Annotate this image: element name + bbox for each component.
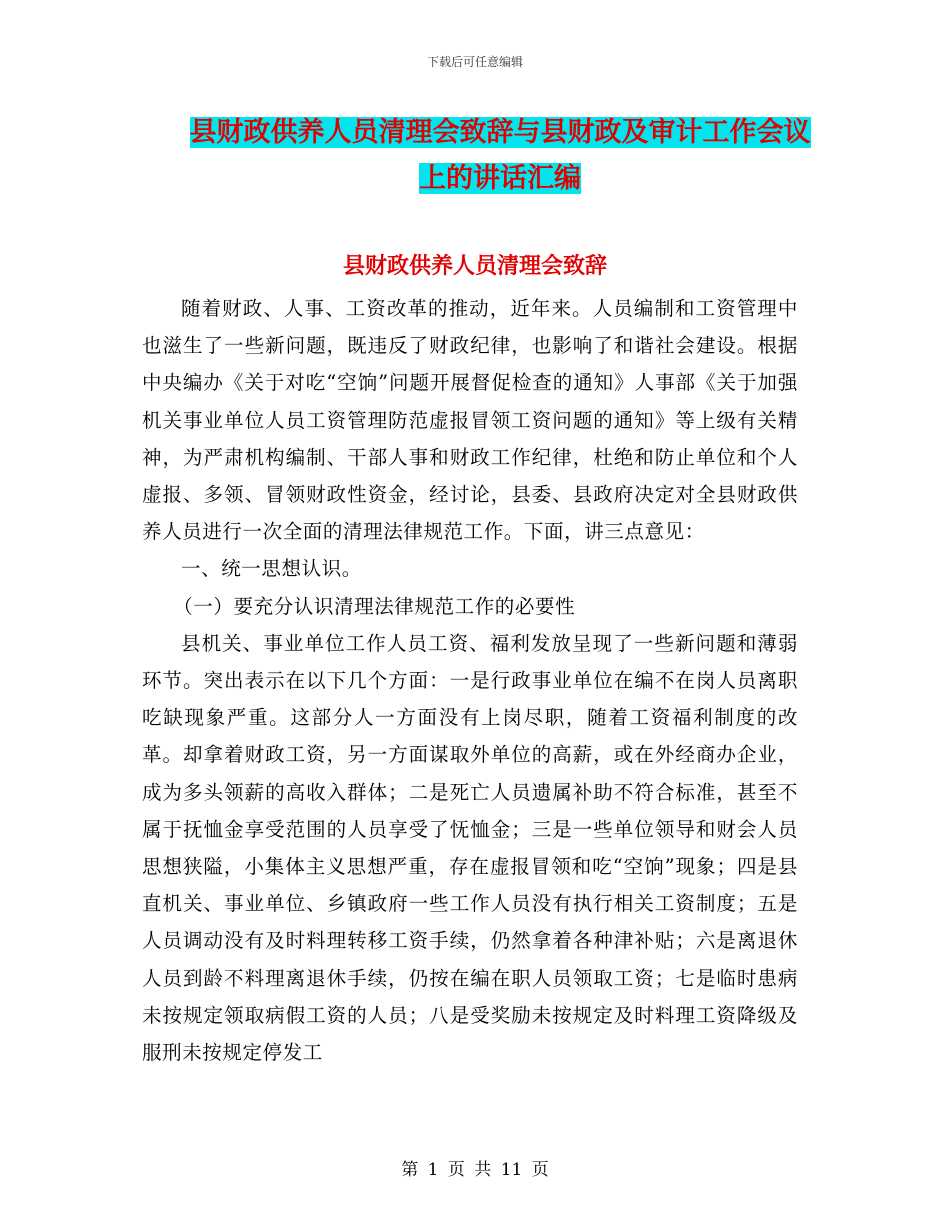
paragraph-subheading-1: （一）要充分认识清理法律规范工作的必要性 — [173, 594, 576, 618]
header-note: 下载后可任意编辑 — [426, 55, 523, 69]
document-body — [142, 290, 798, 1071]
document-title — [150, 110, 850, 202]
document-title-line2: 上的讲话汇编 — [419, 163, 581, 194]
paragraph-body-1: 县机关、事业单位工作人员工资、福利发放呈现了一些新问题和薄弱环节。突出表示在以下几个方面：一是行政事业单位在编不在岗人员离职吃缺现象严重。这部分人一方面没有上岗尽职，随着工资福利制度的改革。却拿着财政工资，另一方面谋取外单位的高薪，或在外经商办企业，成为多头领薪的高收入群体；二是死亡人员遗属补助不符合标准，甚至不属于抚恤金享受范围的人员享受了怃恤金；三是一些单位领导和财会人员思想狭隘，小集体主义思想严重，存在虚报冒领和吃“空饷”现象；四是县直机关、事业单位、乡镇政府一些工作人员没有执行相关工资制度；五是人员调动没有及时料理转移工资手续，仍然拿着各种津补贴；六是离退休人员到龄不料理离退休手续，仍按在编在职人员领取工资；七是临时患病未按规定领取病假工资的人员；八是受奖励未按规定及时料理工资降级及服刑未按规定停发工 — [142, 631, 798, 1065]
paragraph-intro: 随着财政、人事、工资改革的推动，近年来。人员编制和工资管理中也滋生了一些新问题，既违反了财政纪律，也影响了和谐社会建设。根据中央编办《关于对吃“空饷”问题开展督促检查的通知》人事部《关于加强机关事业单位人员工资管理防范虚报冒领工资问题的通知》等上级有关精神，为严肃机构编制、干部人事和财政工作纪律，杜绝和防止单位和个人虚报、多领、冒领财政性资金，经讨论，县委、县政府决定对全县财政供养人员进行一次全面的清理法律规范工作。下面，讲三点意见： — [142, 297, 798, 544]
page-footer: 第 1 页 共 11 页 — [401, 1160, 549, 1180]
document-title-line1: 县财政供养人员清理会致辞与县财政及审计工作会议 — [189, 117, 811, 148]
paragraph-heading-1: 一、统一思想认识。 — [181, 557, 362, 581]
section-title: 县财政供养人员清理会致辞 — [342, 253, 607, 279]
